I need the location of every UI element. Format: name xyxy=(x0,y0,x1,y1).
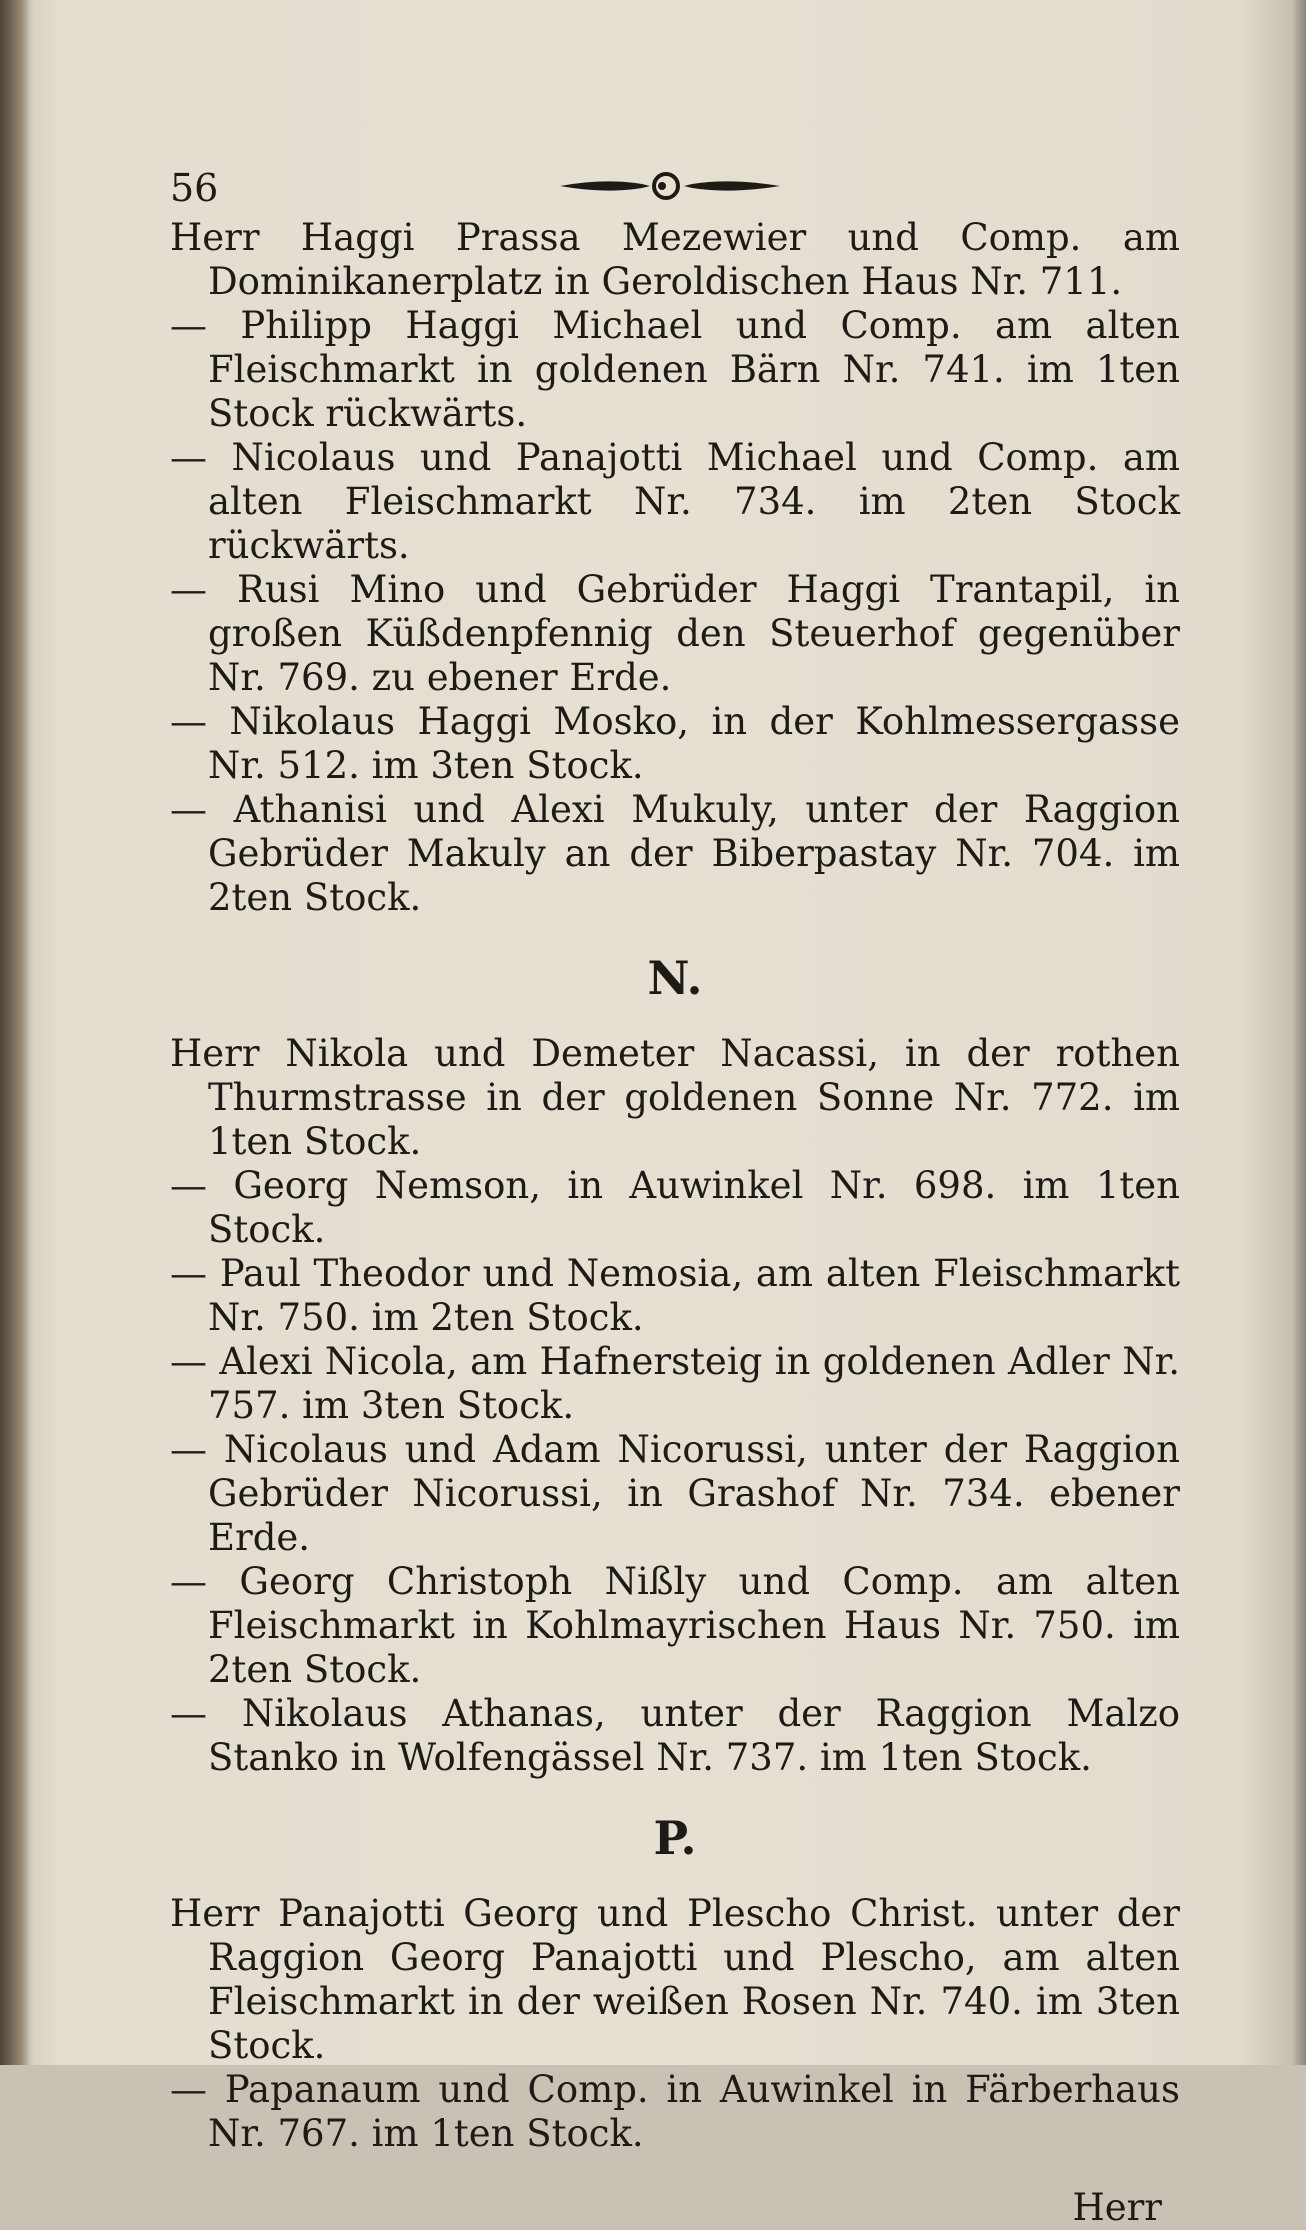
entry: — Papanaum und Comp. in Auwinkel in Färberhaus Nr. 767. im 1ten Stock. xyxy=(170,2068,1180,2155)
entry: — Nicolaus und Adam Nicorussi, unter der Raggion Gebrüder Nicorussi, in Grashof Nr. 734. ebener Erde. xyxy=(170,1428,1180,1559)
section-p xyxy=(170,1810,1180,2156)
entry: — Georg Nemson, in Auwinkel Nr. 698. im 1ten Stock. xyxy=(170,1164,1180,1251)
page-edge-shadow xyxy=(1292,0,1306,2065)
entry: — Nicolaus und Panajotti Michael und Comp. am alten Fleischmarkt Nr. 734. im 2ten Stock rückwärts. xyxy=(170,436,1180,567)
entry: — Georg Christoph Nißly und Comp. am alten Fleischmarkt in Kohlmayrischen Haus Nr. 750. im 2ten Stock. xyxy=(170,1560,1180,1691)
entry: — Nikolaus Athanas, unter der Raggion Malzo Stanko in Wolfengässel Nr. 737. im 1ten Stock. xyxy=(170,1692,1180,1779)
entry: — Rusi Mino und Gebrüder Haggi Trantapil, in großen Küßdenpfennig den Steuerhof gegenüber Nr. 769. zu ebener Erde. xyxy=(170,568,1180,699)
entry: Herr Panajotti Georg und Pleschо Christ. unter der Raggion Georg Panajotti und Pleschо, am alten Fleischmarkt in der weißen Rosen Nr. 740. im 3ten Stock. xyxy=(170,1892,1180,2067)
catchword: Herr xyxy=(1072,2186,1162,2229)
page-content xyxy=(170,160,1180,2230)
entry: — Nikolaus Haggi Mosko, in der Kohlmessergasse Nr. 512. im 3ten Stock. xyxy=(170,700,1180,787)
entry: Herr Nikola und Demeter Nacassi, in der rothen Thurmstrasse in der goldenen Sonne Nr. 772. im 1ten Stock. xyxy=(170,1032,1180,1163)
entry: — Paul Theodor und Nemosia, am alten Fleischmarkt Nr. 750. im 2ten Stock. xyxy=(170,1252,1180,1339)
entry: — Philipp Haggi Michael und Comp. am alten Fleischmarkt in goldenen Bärn Nr. 741. im 1ten Stock rückwärts. xyxy=(170,304,1180,435)
entry: — Alexi Nicola, am Hafnersteig in goldenen Adler Nr. 757. im 3ten Stock. xyxy=(170,1340,1180,1427)
entry: Herr Haggi Prassa Mezewier und Comp. am Dominikanerplatz in Geroldischen Haus Nr. 711. xyxy=(170,216,1180,303)
page-number: 56 xyxy=(170,166,219,210)
entry: — Athanisi und Alexi Mukuly, unter der Raggion Gebrüder Makuly an der Biberpastay Nr. 704. im 2ten Stock. xyxy=(170,788,1180,919)
book-spine-shadow xyxy=(0,0,30,2065)
section-heading-n: N. xyxy=(647,951,703,1005)
section-heading-p: P. xyxy=(653,1811,697,1865)
header-ornament-icon xyxy=(560,164,780,208)
section-n xyxy=(170,950,1180,1780)
page-header xyxy=(170,160,1180,216)
section-m-continued xyxy=(170,216,1180,920)
